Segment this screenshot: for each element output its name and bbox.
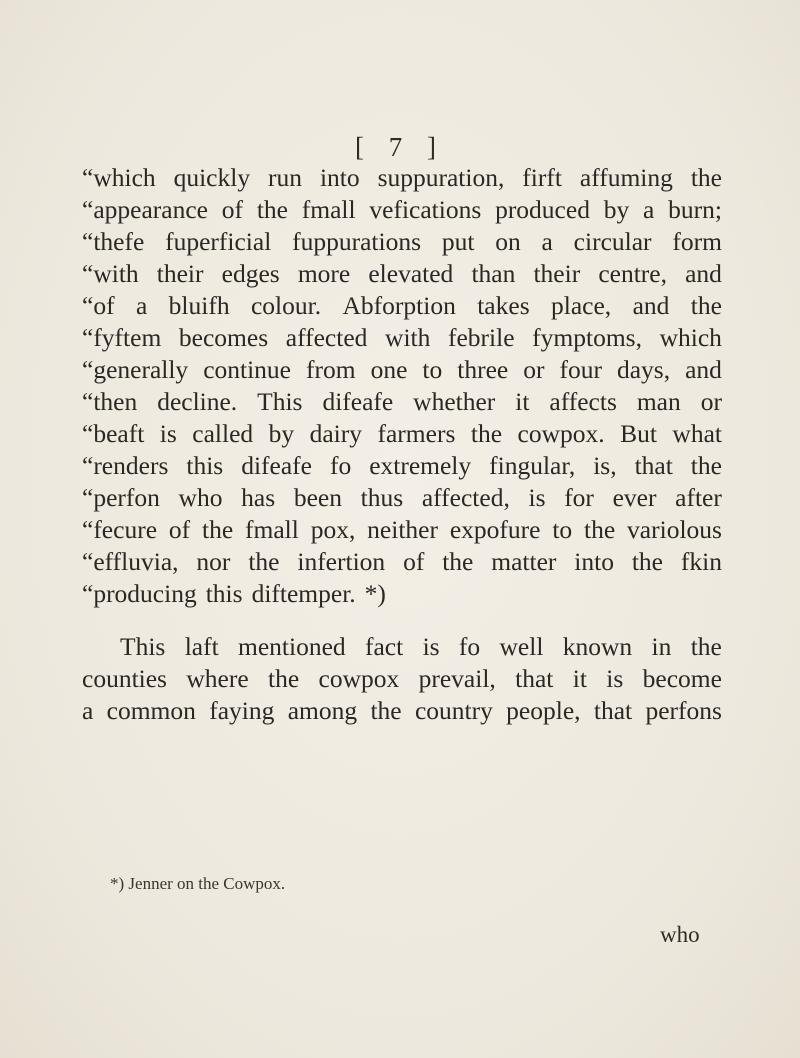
word: the	[370, 696, 402, 725]
word: “perfon	[82, 483, 160, 512]
word: febrile	[448, 323, 515, 352]
word: three	[457, 355, 509, 384]
word: the	[584, 515, 616, 544]
word: centre,	[598, 259, 667, 288]
word: to	[422, 355, 443, 384]
word: “thefe	[82, 227, 145, 256]
word: affected,	[421, 483, 510, 512]
word: the	[690, 163, 722, 192]
word: this	[186, 451, 224, 480]
text-line	[82, 546, 722, 578]
word: for	[564, 483, 594, 512]
word: is	[606, 664, 624, 693]
word: suppuration,	[377, 163, 505, 192]
word: This	[257, 387, 303, 416]
word: days,	[616, 355, 671, 384]
word: that	[593, 696, 633, 725]
word: well	[499, 632, 544, 661]
word: “which	[82, 163, 156, 192]
word: “then	[82, 387, 138, 416]
word: “beaft	[82, 419, 145, 448]
word: fmall	[245, 515, 299, 544]
word: people,	[506, 696, 581, 725]
word: to	[552, 515, 573, 544]
word: ever	[612, 483, 657, 512]
word: difeafe	[322, 387, 394, 416]
word: fact	[365, 632, 404, 661]
word: circular	[573, 227, 652, 256]
word: cowpox	[318, 664, 400, 693]
word: edges	[221, 259, 280, 288]
word: the	[248, 547, 280, 576]
word: the	[470, 419, 503, 448]
word: in	[651, 632, 672, 661]
text-line	[82, 418, 722, 450]
word: quickly	[173, 163, 251, 192]
word: fymptoms,	[532, 323, 642, 352]
word: produced	[495, 195, 590, 224]
word: counties	[82, 664, 167, 693]
word: than	[471, 259, 516, 288]
word: “producing	[82, 579, 197, 608]
word: fo	[458, 632, 481, 661]
word: which	[659, 323, 722, 352]
word: the	[690, 451, 722, 480]
word: “with	[82, 259, 139, 288]
word: this	[205, 579, 243, 608]
word: it	[572, 664, 587, 693]
word: who	[178, 483, 223, 512]
word: fuperficial	[165, 227, 272, 256]
word: of	[168, 515, 191, 544]
text-line	[82, 695, 722, 727]
word: decline.	[157, 387, 238, 416]
word: expofure	[449, 515, 541, 544]
word: fkin	[680, 547, 722, 576]
word: put	[441, 227, 475, 256]
word: “fecure	[82, 515, 158, 544]
word: diftemper.	[251, 579, 356, 608]
word: with	[385, 323, 431, 352]
word: prevail,	[418, 664, 496, 693]
word: where	[186, 664, 249, 693]
word: pox,	[310, 515, 356, 544]
word: laft	[184, 632, 219, 661]
word: colour.	[250, 291, 322, 320]
word: neither	[367, 515, 438, 544]
word: by	[603, 195, 630, 224]
word: the	[268, 664, 300, 693]
word: become	[642, 664, 722, 693]
word: extremely	[369, 451, 472, 480]
word: is,	[593, 451, 617, 480]
word: nor	[196, 547, 231, 576]
quoted-paragraph	[82, 162, 722, 610]
word: fmall	[301, 195, 356, 224]
word: variolous	[627, 515, 722, 544]
word: four	[559, 355, 602, 384]
word: and	[632, 291, 670, 320]
word: matter	[491, 547, 557, 576]
word: man	[636, 387, 681, 416]
word: “effluvia,	[82, 547, 179, 576]
word: “appearance	[82, 195, 208, 224]
word: the	[442, 547, 474, 576]
word: a	[82, 696, 94, 725]
word: and	[685, 259, 722, 288]
word: the	[256, 195, 288, 224]
text-line	[82, 226, 722, 258]
word: fingular,	[489, 451, 576, 480]
word: the	[631, 547, 663, 576]
word: fo	[329, 451, 352, 480]
word: “renders	[82, 451, 169, 480]
word: difeafe	[241, 451, 312, 480]
word: of	[403, 547, 425, 576]
word: cowpox.	[517, 419, 605, 448]
word: into	[319, 163, 360, 192]
text-line	[82, 578, 722, 610]
page-header: [ 7 ]	[355, 132, 445, 162]
word: perfons	[645, 696, 722, 725]
word: takes	[477, 291, 530, 320]
word: This	[120, 632, 166, 661]
second-paragraph	[82, 631, 722, 727]
text-line	[82, 322, 722, 354]
word: “fyftem	[82, 323, 162, 352]
word: common	[106, 696, 196, 725]
word: and	[685, 355, 722, 384]
word: called	[192, 419, 254, 448]
text-line	[82, 162, 722, 194]
word: form	[672, 227, 722, 256]
word: But	[620, 419, 657, 448]
word: is	[528, 483, 546, 512]
word: been	[293, 483, 342, 512]
word: Abforption	[342, 291, 456, 320]
word: “generally	[82, 355, 189, 384]
word: “of	[82, 291, 115, 320]
word: or	[700, 387, 722, 416]
footnote: *) Jenner on the Cowpox.	[110, 874, 286, 893]
word: of	[221, 195, 244, 224]
word: fuppurations	[292, 227, 421, 256]
word: elevated	[368, 259, 454, 288]
word: from	[306, 355, 356, 384]
word: affects	[549, 387, 617, 416]
word: *)	[364, 579, 386, 608]
word: known	[562, 632, 633, 661]
word: mentioned	[238, 632, 346, 661]
word: becomes	[178, 323, 269, 352]
word: into	[574, 547, 614, 576]
word: that	[634, 451, 673, 480]
word: their	[156, 259, 204, 288]
word: run	[268, 163, 303, 192]
word: the	[690, 291, 722, 320]
catchword: who	[660, 922, 700, 947]
word: place,	[551, 291, 612, 320]
word: affuming	[579, 163, 673, 192]
text-line	[82, 631, 722, 663]
word: the	[690, 632, 722, 661]
word: among	[287, 696, 358, 725]
text-line	[82, 663, 722, 695]
word: or	[523, 355, 545, 384]
word: country	[414, 696, 493, 725]
word: what	[672, 419, 722, 448]
word: whether	[413, 387, 496, 416]
text-line	[82, 514, 722, 546]
word: their	[533, 259, 581, 288]
word: burn;	[668, 195, 722, 224]
word: a	[541, 227, 553, 256]
word: infertion	[297, 547, 386, 576]
word: is	[159, 419, 177, 448]
word: has	[241, 483, 276, 512]
word: a	[135, 291, 148, 320]
text-line	[82, 386, 722, 418]
word: more	[297, 259, 351, 288]
word: is	[422, 632, 440, 661]
word: continue	[203, 355, 291, 384]
text-line	[82, 354, 722, 386]
text-line	[82, 482, 722, 514]
word: thus	[360, 483, 404, 512]
word: that	[515, 664, 554, 693]
word: firft	[522, 163, 562, 192]
word: by	[268, 419, 295, 448]
text-line	[82, 290, 722, 322]
word: it	[515, 387, 530, 416]
word: a	[643, 195, 655, 224]
text-line	[82, 450, 722, 482]
word: one	[370, 355, 408, 384]
word: faying	[209, 696, 275, 725]
word: after	[675, 483, 722, 512]
word: on	[495, 227, 521, 256]
word: farmers	[377, 419, 456, 448]
word: bluifh	[168, 291, 230, 320]
text-line	[82, 258, 722, 290]
word: vefications	[369, 195, 482, 224]
word: the	[201, 515, 234, 544]
word: dairy	[309, 419, 363, 448]
text-line	[82, 194, 722, 226]
word: affected	[285, 323, 368, 352]
